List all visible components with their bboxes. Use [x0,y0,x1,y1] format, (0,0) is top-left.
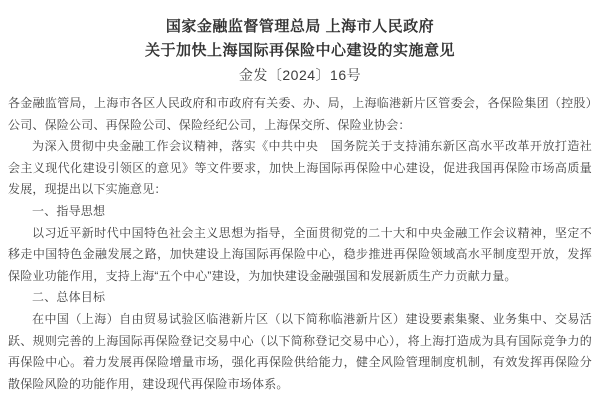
document-title-line1: 国家金融监督管理总局 上海市人民政府 [165,18,435,35]
paragraph: 以习近平新时代中国特色社会主义思想为指导，全面贯彻党的二十大和中央金融工作会议精神，坚定不移走中国特色金融发展之路，加快建设上海国际再保险中心，稳步推进再保险领域高水平制度型开放，发挥保险业功能作用，支持上海“五个中心”建设，为加快建设金融强国和发展新质生产力贡献力量。 [8,225,592,283]
document-title-line2: 关于加快上海国际再保险中心建设的实施意见 [144,42,455,59]
section-heading: 二、总体目标 [32,290,106,305]
paragraph: 各金融监管局，上海市各区人民政府和市政府有关委、办、局，上海临港新片区管委会，各保险集团（控股）公司、保险公司、再保险公司、保险经纪公司，上海保交所、保险业协会： [8,96,592,132]
document-number: 金发〔2024〕16号 [238,67,362,83]
section-heading: 一、指导思想 [32,203,106,218]
document-body [8,93,592,395]
paragraph: 为深入贯彻中央金融工作会议精神，落实《中共中央 国务院关于支持浦东新区高水平改革开放打造社会主义现代化建设引领区的意见》等文件要求，加快上海国际再保险中心建设，促进我国再保险市场高质量发展，现提出以下实施意见： [8,139,592,197]
paragraph: 在中国（上海）自由贸易试验区临港新片区（以下简称临港新片区）建设要素集聚、业务集中、交易活跃、规则完善的上海国际再保险登记交易中心（以下简称登记交易中心），将上海打造成为具有国际竞争力的再保险中心。着力发展再保险增量市场，强化再保险供给能力，健全风险管理制度机制，有效发挥再保险分散保险风险的功能作用，建设现代再保险市场体系。 [8,311,592,391]
